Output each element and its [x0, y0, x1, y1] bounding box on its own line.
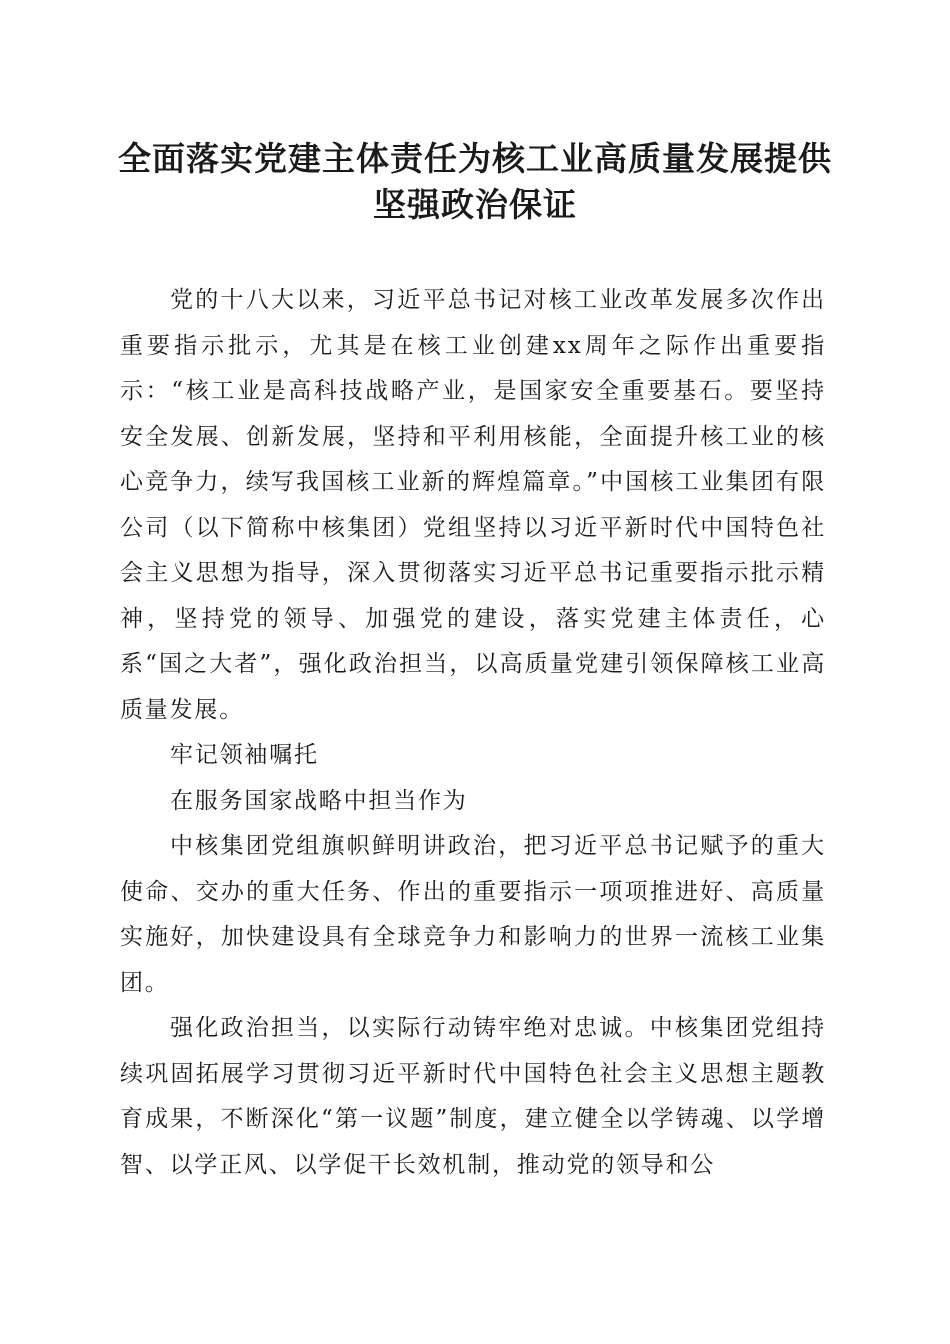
document-title: 全面落实党建主体责任为核工业高质量发展提供坚强政治保证 — [118, 139, 832, 224]
section-subheading-1: 在服务国家战略中担当作为 — [170, 787, 468, 814]
document-body — [120, 278, 826, 1188]
paragraph-intro: 党的十八大以来，习近平总书记对核工业改革发展多次作出重要指示批示，尤其是在核工业创建xx周年之际作出重要指示：“核工业是高科技战略产业，是国家安全重要基石。要坚持安全发展、创新发展，坚持和平利用核能，全面提升核工业的核心竞争力，续写我国核工业新的辉煌篇章。”中国核工业集团有限公司（以下简称中核集团）党组坚持以习近平新时代中国特色社会主义思想为指导，深入贯彻落实习近平总书记重要指示批示精神，坚持党的领导、加强党的建设，落实党建主体责任，心系“国之大者”，强化政治担当，以高质量党建引领保障核工业高质量发展。 — [120, 287, 826, 723]
paragraph-political-responsibility: 强化政治担当，以实际行动铸牢绝对忠诚。中核集团党组持续巩固拓展学习贯彻习近平新时代中国特色社会主义思想主题教育成果，不断深化“第一议题”制度，建立健全以学铸魂、以学增智、以学正风、以学促干长效机制，推动党的领导和公 — [120, 1015, 826, 1178]
paragraph-section-intro: 中核集团党组旗帜鲜明讲政治，把习近平总书记赋予的重大使命、交办的重大任务、作出的重要指示一项项推进好、高质量实施好，加快建设具有全球竞争力和影响力的世界一流核工业集团。 — [120, 833, 826, 996]
section-heading-1: 牢记领袖嘱托 — [170, 742, 319, 768]
